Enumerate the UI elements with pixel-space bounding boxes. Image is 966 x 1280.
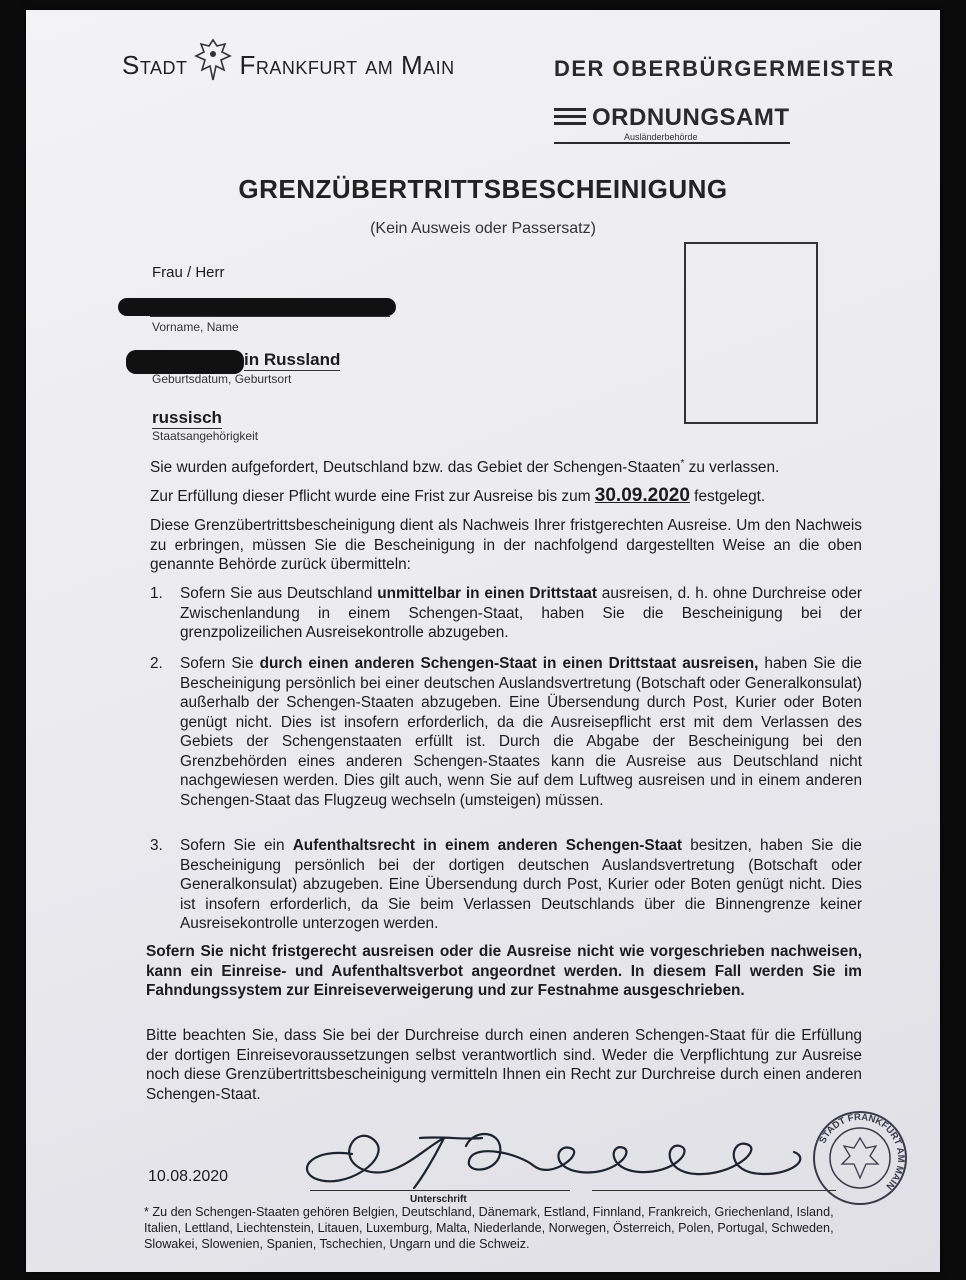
photo-box [684, 242, 818, 424]
redacted-name [118, 298, 396, 316]
deadline-text-before: Zur Erfüllung dieser Pflicht wurde eine Frist zur Ausreise bis zum [150, 488, 595, 505]
list-item-text-bold: Aufenthaltsrecht in einem anderen Schengen-Staat [292, 837, 683, 854]
list-item-text-bold: unmittelbar in einen Drittstaat [377, 585, 597, 602]
paragraph-deadline [150, 486, 862, 507]
deadline-text-after: festgelegt. [689, 488, 766, 505]
list-item-text-post: ausreisen, d. h. ohne Durchreise oder Zwischenlandung in einem Schengen-Staat, haben Sie die Bescheinigung bei der grenzpolizeilichen Ausreisekontrolle abzugeben. [180, 585, 863, 641]
list-item-text [180, 584, 862, 643]
list-item-2 [150, 654, 862, 834]
office-underline [554, 142, 790, 144]
list-item-number: 2. [150, 655, 163, 672]
list-item-text-bold: durch einen anderen Schengen-Staat in einen Drittstaat ausreisen, [259, 655, 759, 672]
birth-field-label: Geburtsdatum, Geburtsort [152, 372, 292, 386]
paragraph-request-text: Sie wurden aufgefordert, Deutschland bzw. das Gebiet der Schengen-Staaten [150, 459, 681, 477]
document-title: GRENZÜBERTRITTSBESCHEINIGUNG [238, 174, 728, 204]
list-item-text [180, 836, 862, 934]
deadline-date: 30.09.2020 [594, 485, 690, 506]
signature-line-right [592, 1190, 836, 1191]
paragraph-request [150, 454, 862, 478]
paragraph-request-end: zu verlassen. [684, 459, 780, 477]
stamp-text: STADT FRANKFURT AM MAIN [817, 1111, 907, 1192]
birthplace-value: in Russland [244, 350, 341, 369]
list-item-text-pre: Sofern Sie aus Deutschland [180, 585, 378, 602]
official-stamp [810, 1108, 910, 1208]
document-subtitle: (Kein Ausweis oder Passersatz) [370, 220, 596, 237]
nationality-value: russisch [152, 408, 222, 427]
eagle-crest-icon [194, 36, 232, 84]
redacted-birthdate [126, 350, 244, 374]
warning-paragraph: Sofern Sie nicht fristgerecht ausreisen oder die Ausreise nicht wie vorgeschrieben nachweisen, kann ein Einreise- und Aufenthaltsverbot angeordnet werden. In diesem Fall werden Sie im Fahndungssystem zur Einreiseverweigerung und zur Festnahme ausgeschrieben. [146, 943, 862, 999]
list-item-text [180, 654, 862, 810]
list-item-number: 3. [150, 837, 163, 854]
list-item-number: 1. [150, 585, 163, 602]
footnote: * Zu den Schengen-Staaten gehören Belgien, Deutschland, Dänemark, Estland, Finnland, Frankreich, Griechenland, Island, Italien, Lettland, Liechtenstein, Litauen, Luxemburg, Malta, Niederlande, Norwegen, Österreich, Polen, Portugal, Schweden, Slowakei, Slowenien, Spanien, Tschechien, Ungarn und die Schweiz. [144, 1205, 834, 1251]
office-subtitle: Ausländerbehörde [624, 132, 698, 142]
paragraph-purpose: Diese Grenzübertrittsbescheinigung dient als Nachweis Ihrer fristgerechten Ausreise. Um den Nachweis zu erbringen, müssen Sie die Bescheinigung in der nachfolgend dargestellten Weise an die oben genannte Behörde zurück übermitteln: [150, 517, 862, 573]
list-item-text-pre: Sofern Sie ein [180, 837, 293, 854]
list-item-text-pre: Sofern Sie [180, 655, 260, 672]
note-paragraph: Bitte beachten Sie, dass Sie bei der Durchreise durch einen anderen Schengen-Staat für die Erfüllung der dortigen Einreisevoraussetzungen selbst verantwortlich sind. Weder die Verpflichtung zur Ausreise noch diese Grenzübertrittsbescheinigung vermitteln Ihnen ein Recht zur Durchreise durch einen anderen Schengen-Staat. [146, 1027, 862, 1103]
issue-date: 10.08.2020 [148, 1168, 229, 1185]
name-underline [150, 316, 390, 317]
list-item-text-post: haben Sie die Bescheinigung persönlich bei einer deutschen Auslandsvertretung (Botschaft oder Generalkonsulat) außerhalb der Schengen-Staaten abzugeben. Eine Übersendung durch Post, Kurier oder Boten genügt nicht. Dies ist insofern erforderlich, da die Ausreisepflicht erst mit dem Verlassen des Gebiets der Schengenstaaten erfüllt ist. Durch die Abgabe der Bescheinigung bei den Grenzbehörden eines anderen Schengen-Staates kann die Ausreise aus Deutschland nicht nachgewiesen werden. Dies gilt auch, wenn Sie auf dem Luftweg ausreisen und in einem anderen Schengen-Staat das Flugzeug wechseln (umsteigen) müssen. [180, 655, 862, 809]
footnote-mark: * [680, 458, 685, 469]
office-name: ORDNUNGSAMT [592, 104, 790, 131]
list-item-text-post: besitzen, haben Sie die Bescheinigung persönlich bei der dortigen deutschen Auslandsvertretung (Botschaft oder Generalkonsulat) abzugeben. Eine Übersendung durch Post, Kurier oder Boten genügt nicht. Dies ist insofern erforderlich, da Sie beim Verlassen Deutschlands über die Binnengrenze keiner Ausreisekontrolle unterzogen werden. [180, 837, 862, 932]
signature-label: Unterschrift [410, 1194, 467, 1205]
list-item-3 [150, 836, 862, 936]
city-word-stadt: Stadt [122, 50, 188, 80]
list-item-1 [150, 584, 862, 650]
nationality-field-label: Staatsangehörigkeit [152, 429, 259, 443]
stamp-eagle-icon [842, 1138, 878, 1178]
handwritten-signature [294, 1118, 814, 1196]
signature-line [310, 1190, 570, 1191]
salutation-label: Frau / Herr [152, 264, 225, 281]
city-name [122, 50, 455, 81]
document-page [26, 10, 940, 1272]
name-field-label: Vorname, Name [152, 320, 239, 334]
mayor-heading: DER OBERBÜRGERMEISTER [554, 56, 895, 81]
menu-bars-icon [554, 108, 586, 129]
city-word-frankfurt: Frankfurt am Main [239, 50, 455, 80]
